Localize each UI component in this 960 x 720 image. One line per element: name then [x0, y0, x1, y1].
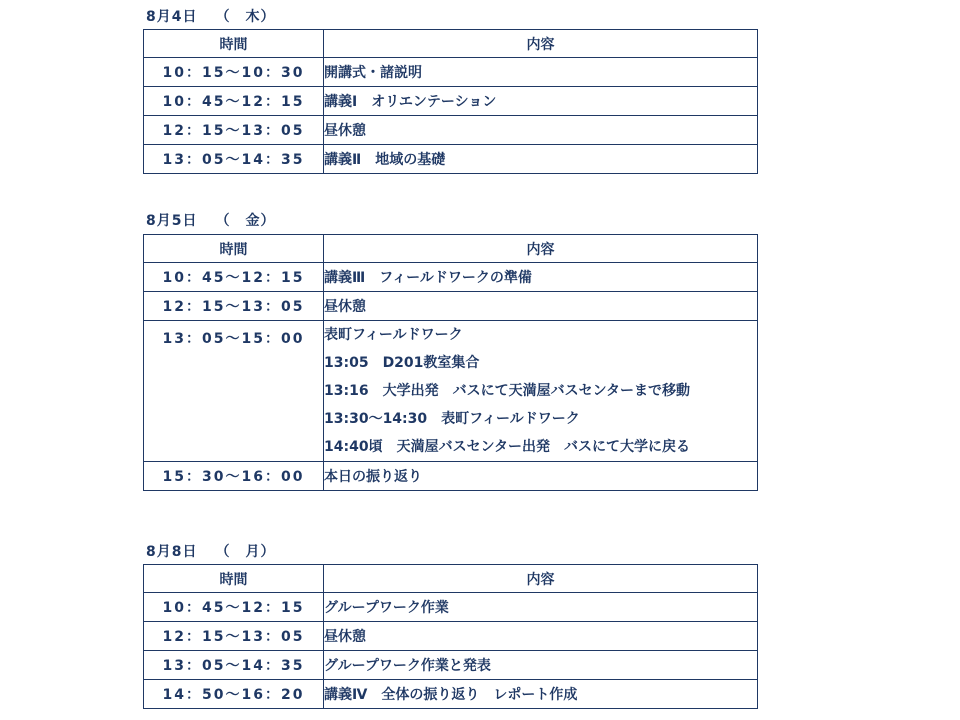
- table-row: [144, 58, 758, 87]
- table-row: [144, 87, 758, 116]
- content-column-header: 内容: [324, 565, 758, 593]
- day-3-schedule-table: [143, 564, 758, 709]
- content-cell: 講義Ⅰ オリエンテーション: [324, 87, 758, 116]
- day-1-title: [146, 6, 275, 26]
- day-1-schedule-table: [143, 29, 758, 174]
- table-header-row: [144, 30, 758, 58]
- time-cell: 10：45〜12：15: [144, 87, 324, 116]
- content-cell: グループワーク作業: [324, 593, 758, 622]
- content-column-header: 内容: [324, 235, 758, 263]
- content-main-line: 表町フィールドワーク: [324, 327, 463, 343]
- day-1-date: 8月4日: [146, 9, 198, 25]
- content-column-header: 内容: [324, 30, 758, 58]
- table-row: [144, 292, 758, 321]
- table-row: [144, 321, 758, 462]
- time-cell: 12：15〜13：05: [144, 622, 324, 651]
- table-row: [144, 145, 758, 174]
- time-cell: 13：05〜14：35: [144, 651, 324, 680]
- time-cell: 13：05〜14：35: [144, 145, 324, 174]
- content-cell: 昼休憩: [324, 292, 758, 321]
- time-cell: 12：15〜13：05: [144, 116, 324, 145]
- content-cell: 開講式・諸説明: [324, 58, 758, 87]
- table-row: [144, 651, 758, 680]
- day-1-weekday: （ 木）: [215, 9, 276, 25]
- time-cell: 10：45〜12：15: [144, 263, 324, 292]
- table-row: [144, 680, 758, 709]
- content-cell: 講義Ⅳ 全体の振り返り レポート作成: [324, 680, 758, 709]
- day-2-title: [146, 210, 275, 230]
- time-cell: 15：30〜16：00: [144, 462, 324, 491]
- content-cell-fieldwork: [324, 321, 758, 462]
- detail-line: 13:30〜14:30 表町フィールドワーク: [324, 411, 580, 427]
- time-cell: 10：45〜12：15: [144, 593, 324, 622]
- day-2-date: 8月5日: [146, 213, 198, 229]
- table-row: [144, 462, 758, 491]
- table-header-row: [144, 235, 758, 263]
- table-header-row: [144, 565, 758, 593]
- day-3-weekday: （ 月）: [215, 544, 276, 560]
- detail-line: 13:05 D201教室集合: [324, 355, 480, 371]
- day-2-schedule-table: [143, 234, 758, 491]
- table-row: [144, 593, 758, 622]
- day-3-date: 8月8日: [146, 544, 198, 560]
- detail-line: 14:40頃 天満屋バスセンター出発 バスにて大学に戻る: [324, 439, 691, 455]
- time-cell: 10：15〜10：30: [144, 58, 324, 87]
- time-cell: 13：05〜15：00: [144, 321, 324, 462]
- content-cell: 講義Ⅱ 地域の基礎: [324, 145, 758, 174]
- content-cell: 本日の振り返り: [324, 462, 758, 491]
- time-cell: 12：15〜13：05: [144, 292, 324, 321]
- time-column-header: 時間: [144, 235, 324, 263]
- time-column-header: 時間: [144, 30, 324, 58]
- table-row: [144, 263, 758, 292]
- time-column-header: 時間: [144, 565, 324, 593]
- content-cell: 講義Ⅲ フィールドワークの準備: [324, 263, 758, 292]
- time-cell: 14：50〜16：20: [144, 680, 324, 709]
- content-cell: グループワーク作業と発表: [324, 651, 758, 680]
- table-row: [144, 116, 758, 145]
- detail-line: 13:16 大学出発 バスにて天満屋バスセンターまで移動: [324, 383, 691, 399]
- table-row: [144, 622, 758, 651]
- day-2-weekday: （ 金）: [215, 213, 276, 229]
- day-3-title: [146, 541, 275, 561]
- content-cell: 昼休憩: [324, 622, 758, 651]
- content-cell: 昼休憩: [324, 116, 758, 145]
